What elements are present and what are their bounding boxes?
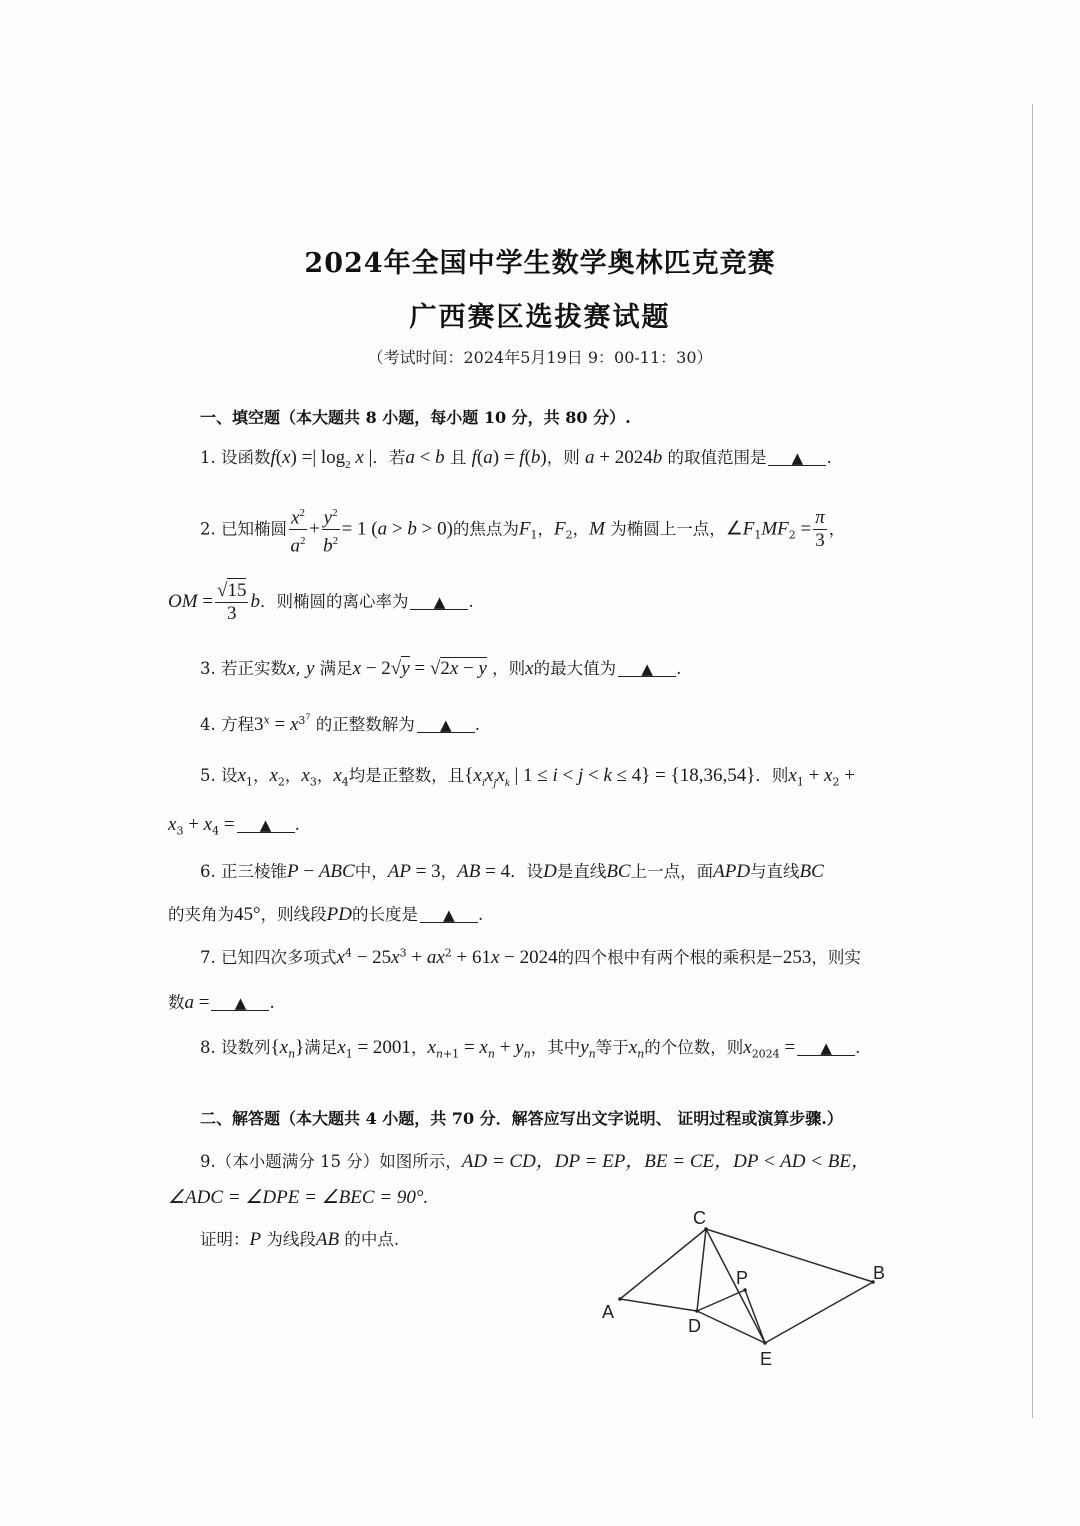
answer-blank: ▲ (237, 818, 295, 833)
question-9-angles: ∠ADC = ∠DPE = ∠BEC = 90°. (168, 1187, 429, 1208)
question-4: 4. 方程$3^x = x^{3^7}$ 的正整数解为 ▲ . (200, 711, 480, 735)
question-5-line2: $x_3 + x_4$ = ▲ . (168, 814, 300, 838)
question-2: 2. 已知椭圆 $\frac{x^2}{a^2}$ + $\frac{y^2}{b^2}$ = 1 (a > b > 0)的焦点为$F_1$，$F_2$，M 为椭圆上一点，$\angle F_1MF_2$ = $\frac{\pi}{3}$ ， (200, 502, 845, 558)
question-6: 6. 正三棱锥P − ABC中，AP = 3，AB = 4．设D是直线BC上一点，面APD与直线BC (200, 861, 824, 882)
question-7-line2: 数a = ▲ . (168, 992, 275, 1013)
question-8: 8. 设数列$\{x_n\}$满足$x_1 = 2001$，$x_{n+1} = x_n + y_n$，其中$y_n$等于$x_n$的个位数，则$x_{2024}$ = ▲ . (200, 1037, 861, 1061)
question-1: 1. 设函数f(x) =| $\log_2 x$ |．若a < b 且 f(a) = f(b)，则 a + 2024b 的取值范围是 ▲ . (200, 447, 832, 471)
question-5: 5. 设$x_1$，$x_2$，$x_3$，$x_4$均是正整数，且{$x_ix_jx_k$ | 1 ≤ i < j < k ≤ 4} = {18,36,54}．则$x_1 + x_2$ + (200, 765, 855, 789)
section1-heading: 一、填空题（本大题共 8 小题，每小题 10 分，共 80 分）. (200, 408, 631, 427)
question-7: 7. 已知四次多项式$x^4 - 25x^3 + ax^2 + 61x - 2024$的四个根中有两个根的乘积是−253，则实 (200, 946, 861, 968)
question-9-prove: 证明：P 为线段AB 的中点. (200, 1229, 400, 1250)
exam-subtitle: 广西赛区选拔赛试题 (409, 302, 671, 333)
label-c: C (693, 1208, 706, 1228)
geometry-diagram (590, 1200, 910, 1380)
label-a: A (602, 1302, 615, 1322)
question-3: 3. 若正实数x, y 满足x − 2√y = √2x − y ，则x的最大值为 ▲ . (200, 658, 682, 679)
label-d: D (688, 1316, 701, 1336)
answer-blank: ▲ (618, 662, 676, 677)
answer-blank: ▲ (797, 1041, 855, 1056)
label-e: E (760, 1349, 773, 1369)
exam-title: 2024年全国中学生数学奥林匹克竞赛 (304, 248, 776, 279)
label-p: P (736, 1268, 749, 1288)
question-6-line2: 的夹角为45°，则线段PD的长度是 ▲ . (168, 904, 484, 925)
question-9: 9.（本小题满分 15 分）如图所示，AD = CD，DP = EP，BE = CE，DP < AD < BE， (200, 1151, 870, 1172)
answer-blank: ▲ (417, 718, 475, 733)
answer-blank: ▲ (420, 908, 478, 923)
answer-blank: ▲ (211, 996, 269, 1011)
exam-time: （考试时间：2024年5月19日 9：00-11：30） (367, 348, 713, 367)
question-2-line2: OM = $\frac{√15}{3}$ b．则椭圆的离心率为 ▲ . (168, 580, 474, 624)
answer-blank: ▲ (410, 595, 468, 610)
answer-blank: ▲ (768, 451, 826, 466)
section2-heading: 二、解答题（本大题共 4 小题，共 70 分．解答应写出文字说明、 证明过程或演算步骤.） (200, 1109, 843, 1128)
label-b: B (873, 1263, 886, 1283)
